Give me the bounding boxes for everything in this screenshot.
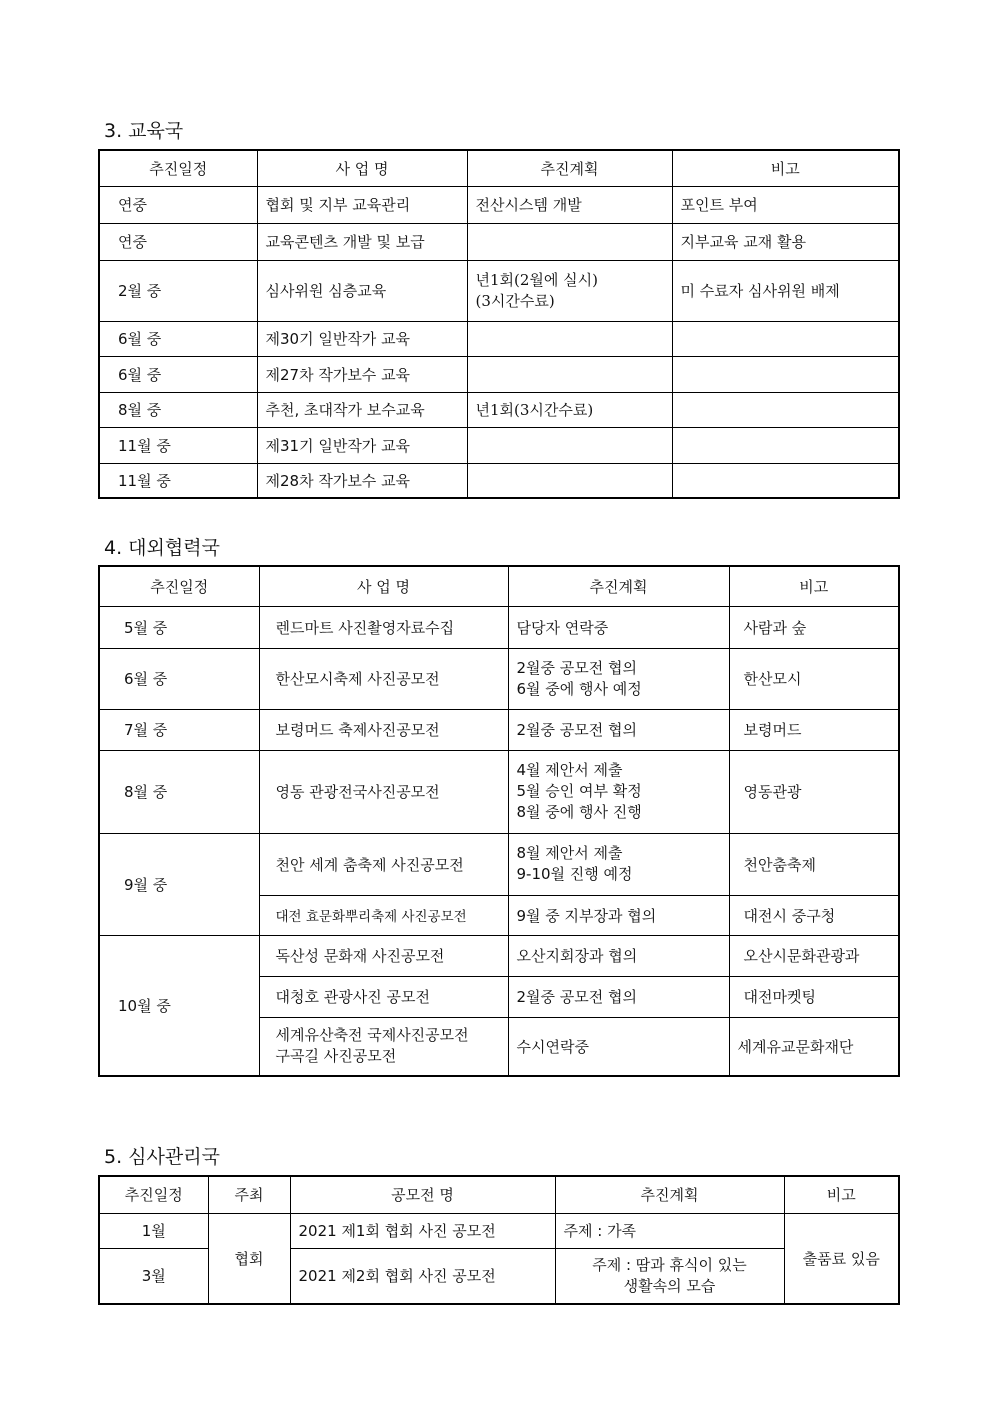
table-row	[99, 648, 899, 709]
cell-host: 협회	[208, 1213, 290, 1304]
cell-date: 11월 중	[99, 463, 257, 498]
cell-plan: 2월중 공모전 협의	[508, 976, 729, 1017]
header-plan: 추진계획	[508, 566, 729, 606]
header-schedule: 추진일정	[99, 1176, 208, 1213]
section-5-title: 5. 심사관리국	[104, 1146, 220, 1168]
cell-name: 보령머드 축제사진공모전	[259, 709, 508, 750]
cell-name: 제30기 일반작가 교육	[257, 321, 467, 356]
table-row	[99, 186, 899, 223]
header-project: 사 업 명	[257, 150, 467, 186]
education-table	[98, 149, 900, 499]
cell-note: 출품료 있음	[784, 1213, 899, 1304]
cell-date: 8월 중	[99, 392, 257, 427]
section-3-title: 3. 교육국	[104, 120, 184, 142]
cell-plan: 9월 중 지부장과 협의	[508, 895, 729, 935]
cell-date: 5월 중	[99, 606, 259, 648]
header-plan: 추진계획	[467, 150, 672, 186]
cell-note: 천안춤축제	[729, 833, 899, 895]
cell-date: 10월 중	[99, 935, 259, 1076]
table-row	[99, 833, 899, 895]
cell-plan: 2월중 공모전 협의	[508, 709, 729, 750]
cell-note: 사람과 숲	[729, 606, 899, 648]
table-row	[99, 321, 899, 356]
external-cooperation-table	[98, 565, 900, 1077]
cell-note	[672, 356, 899, 392]
cell-name: 한산모시축제 사진공모전	[259, 648, 508, 709]
cell-plan	[467, 356, 672, 392]
cell-note: 보령머드	[729, 709, 899, 750]
header-plan: 추진계획	[555, 1176, 784, 1213]
table-row	[99, 606, 899, 648]
section-4-title: 4. 대외협력국	[104, 537, 220, 559]
cell-name: 대전 효문화뿌리축제 사진공모전	[259, 895, 508, 935]
cell-note: 대전시 중구청	[729, 895, 899, 935]
table-row	[99, 709, 899, 750]
cell-plan	[467, 321, 672, 356]
header-note: 비고	[784, 1176, 899, 1213]
cell-name: 제31기 일반작가 교육	[257, 427, 467, 463]
cell-name: 제28차 작가보수 교육	[257, 463, 467, 498]
cell-date: 11월 중	[99, 427, 257, 463]
cell-note	[672, 427, 899, 463]
header-note: 비고	[672, 150, 899, 186]
cell-name: 대청호 관광사진 공모전	[259, 976, 508, 1017]
cell-plan: 주제 : 땀과 휴식이 있는 생활속의 모습	[555, 1248, 784, 1304]
cell-date: 6월 중	[99, 321, 257, 356]
table-row	[99, 392, 899, 427]
table-row	[99, 463, 899, 498]
cell-note: 세계유교문화재단	[729, 1017, 899, 1076]
cell-name: 천안 세계 춤축제 사진공모전	[259, 833, 508, 895]
cell-name: 협회 및 지부 교육관리	[257, 186, 467, 223]
cell-note: 오산시문화관광과	[729, 935, 899, 976]
cell-plan	[467, 223, 672, 260]
cell-plan: 2월중 공모전 협의 6월 중에 행사 예정	[508, 648, 729, 709]
cell-plan: 년1회(2월에 실시) (3시간수료)	[467, 260, 672, 321]
cell-note: 한산모시	[729, 648, 899, 709]
cell-plan: 전산시스템 개발	[467, 186, 672, 223]
cell-note: 대전마켓팅	[729, 976, 899, 1017]
table-row	[99, 356, 899, 392]
header-schedule: 추진일정	[99, 566, 259, 606]
table-row	[99, 1213, 899, 1248]
judging-management-table	[98, 1175, 900, 1305]
header-contest-name: 공모전 명	[290, 1176, 555, 1213]
header-schedule: 추진일정	[99, 150, 257, 186]
header-host: 주최	[208, 1176, 290, 1213]
cell-plan: 주제 : 가족	[555, 1213, 784, 1248]
cell-plan: 오산지회장과 협의	[508, 935, 729, 976]
cell-date: 7월 중	[99, 709, 259, 750]
cell-plan: 4월 제안서 제출 5월 승인 여부 확정 8월 중에 행사 진행	[508, 750, 729, 833]
cell-name: 교육콘텐츠 개발 및 보급	[257, 223, 467, 260]
cell-date: 1월	[99, 1213, 208, 1248]
cell-plan: 년1회(3시간수료)	[467, 392, 672, 427]
cell-plan: 8월 제안서 제출 9-10월 진행 예정	[508, 833, 729, 895]
cell-name: 세계유산축전 국제사진공모전 구곡길 사진공모전	[259, 1017, 508, 1076]
cell-note	[672, 321, 899, 356]
cell-name: 영동 관광전국사진공모전	[259, 750, 508, 833]
cell-note: 미 수료자 심사위원 배제	[672, 260, 899, 321]
cell-date: 2월 중	[99, 260, 257, 321]
cell-name: 독산성 문화재 사진공모전	[259, 935, 508, 976]
cell-name: 렌드마트 사진촬영자료수집	[259, 606, 508, 648]
cell-note	[672, 392, 899, 427]
header-note: 비고	[729, 566, 899, 606]
cell-date: 8월 중	[99, 750, 259, 833]
cell-note: 포인트 부여	[672, 186, 899, 223]
cell-note: 지부교육 교재 활용	[672, 223, 899, 260]
cell-date: 6월 중	[99, 648, 259, 709]
cell-name: 2021 제2회 협회 사진 공모전	[290, 1248, 555, 1304]
cell-note	[672, 463, 899, 498]
cell-date: 9월 중	[99, 833, 259, 935]
cell-note: 영동관광	[729, 750, 899, 833]
cell-plan: 수시연락중	[508, 1017, 729, 1076]
table-row	[99, 223, 899, 260]
cell-name: 심사위원 심층교육	[257, 260, 467, 321]
table-row	[99, 750, 899, 833]
table-row	[99, 260, 899, 321]
cell-plan	[467, 463, 672, 498]
table-row	[99, 935, 899, 976]
cell-plan: 담당자 연락중	[508, 606, 729, 648]
cell-date: 6월 중	[99, 356, 257, 392]
cell-name: 2021 제1회 협회 사진 공모전	[290, 1213, 555, 1248]
cell-date: 3월	[99, 1248, 208, 1304]
table-row	[99, 427, 899, 463]
cell-name: 추천, 초대작가 보수교육	[257, 392, 467, 427]
table-header-row	[99, 566, 899, 606]
cell-plan	[467, 427, 672, 463]
cell-date: 연중	[99, 186, 257, 223]
cell-date: 연중	[99, 223, 257, 260]
table-header-row	[99, 150, 899, 186]
table-header-row	[99, 1176, 899, 1213]
header-project: 사 업 명	[259, 566, 508, 606]
cell-name: 제27차 작가보수 교육	[257, 356, 467, 392]
